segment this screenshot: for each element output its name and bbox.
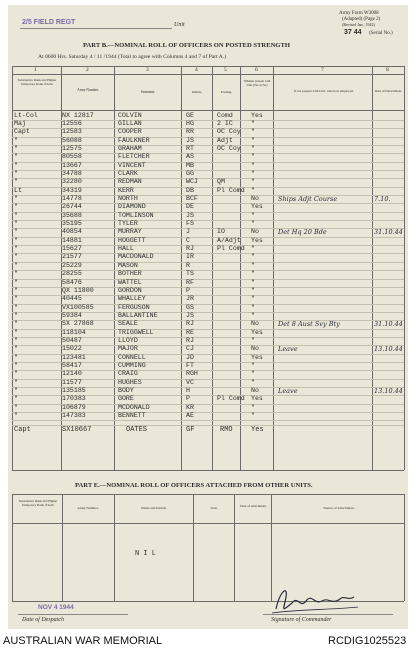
col-num-1: 1	[34, 67, 37, 73]
row-surname: HOGGETT	[118, 236, 146, 244]
row-present: "	[251, 362, 255, 369]
row-army-number: 135185	[62, 387, 86, 395]
col-header-present: Whether present with Unit (Yes or No)	[243, 79, 271, 87]
row-surname: GILLAN	[118, 119, 142, 127]
row-surname: REDMAN	[118, 178, 142, 186]
col-num-7: 7	[321, 67, 324, 73]
row-rank: "	[14, 161, 18, 169]
extra-number: SX10667	[62, 426, 92, 434]
row-rank: "	[14, 295, 18, 303]
row-present: Yes	[251, 328, 263, 336]
row-army-number: 80558	[62, 153, 82, 161]
row-initials: JS	[186, 136, 194, 144]
row-surname: BODY	[118, 387, 134, 395]
row-surname: GRAHAM	[118, 144, 142, 152]
row-present: "	[251, 336, 255, 344]
col-b-6	[240, 66, 241, 470]
signature-underline	[263, 614, 393, 615]
row-army-number: 34319	[62, 186, 82, 194]
row-army-number: 58417	[62, 362, 82, 369]
row-initials: RE	[186, 328, 194, 336]
row-employment: Leave	[278, 387, 298, 396]
row-surname: LLOYD	[118, 336, 138, 344]
credit-left: AUSTRALIAN WAR MEMORIAL	[3, 635, 163, 647]
row-rank: Lt	[14, 186, 22, 194]
row-surname: DIAMOND	[118, 203, 146, 211]
row-army-number: 14778	[62, 195, 82, 202]
row-rank: "	[14, 303, 18, 311]
row-detach-date: 13.10.44	[374, 387, 403, 396]
row-initials: RJ	[186, 320, 194, 328]
row-surname: GORDON	[118, 286, 142, 294]
row-posting: QM	[217, 178, 225, 186]
row-surname: TRIGGWELL	[118, 328, 154, 336]
row-initials: MB	[186, 161, 194, 169]
row-present: No	[251, 345, 259, 353]
row-army-number: 34788	[62, 169, 82, 177]
col-header-rank: Substantive Rank and Higher Temporary Rank if held.	[17, 78, 57, 87]
row-rank: "	[14, 336, 18, 344]
signature-label: Signature of Commander	[271, 617, 332, 623]
row-rank: "	[14, 403, 18, 411]
row-army-number: 40445	[62, 295, 82, 303]
row-army-number: 123481	[62, 353, 86, 361]
row-surname: MURRAY	[118, 228, 142, 236]
row-army-number: SX 27868	[62, 320, 94, 328]
row-present: "	[251, 278, 255, 286]
credit-right: RCDIG1025523	[328, 635, 407, 647]
row-initials: FT	[186, 362, 194, 369]
row-army-number: 147383	[62, 412, 86, 420]
table-e-top	[12, 494, 404, 495]
row-initials: RR	[186, 128, 194, 136]
row-posting: Adjt	[217, 136, 233, 144]
row-rank: "	[14, 228, 18, 236]
col-header-initials: Initials.	[191, 90, 203, 94]
row-rank: Capt	[14, 128, 30, 136]
row-surname: CONNELL	[118, 353, 146, 361]
row-surname: CLARK	[118, 169, 138, 177]
row-army-number: 35688	[62, 211, 82, 219]
row-present: "	[251, 186, 255, 194]
despatch-underline	[18, 614, 128, 615]
row-present: "	[251, 270, 255, 278]
row-rank: "	[14, 203, 18, 211]
row-detach-date: 13.10.44	[374, 345, 403, 354]
e-header-rank: Substantive Rank and Higher Temporary Rank if held.	[18, 499, 58, 508]
row-army-number: 170383	[62, 395, 86, 403]
row-present: No	[251, 320, 259, 328]
row-army-number: 118104	[62, 328, 86, 336]
row-employment: Det 8 Aust Svy Bty	[278, 320, 340, 329]
row-present: "	[251, 128, 255, 136]
row-surname: FAULKNER	[118, 136, 150, 144]
row-army-number: 28255	[62, 270, 82, 278]
row-rule	[12, 420, 404, 421]
row-posting: OC Coy	[217, 128, 241, 136]
row-army-number: 26744	[62, 203, 82, 211]
row-rank: "	[14, 378, 18, 386]
table-b-header-bottom	[12, 110, 404, 111]
row-army-number: 11577	[62, 378, 82, 386]
form-revised: (Revised Jan., 1942)	[342, 22, 375, 27]
row-rank: "	[14, 195, 18, 202]
row-initials: P	[186, 395, 190, 403]
row-army-number: VX100585	[62, 303, 94, 311]
extra-rank: Capt	[14, 426, 31, 434]
row-surname: TYLER	[118, 220, 138, 228]
row-posting: 2 IC	[217, 119, 233, 127]
row-detach-date: 7.10.	[374, 195, 391, 203]
row-surname: MASON	[118, 261, 138, 269]
row-initials: JS	[186, 311, 194, 319]
row-present: "	[251, 378, 255, 386]
row-present: "	[251, 295, 255, 303]
unit-name: 2/5 FIELD REGT	[22, 19, 76, 26]
row-army-number: 14881	[62, 236, 82, 244]
document-page	[8, 5, 408, 629]
row-present: "	[251, 253, 255, 261]
row-initials: GS	[186, 303, 194, 311]
row-present: No	[251, 387, 259, 395]
row-rank: "	[14, 236, 18, 244]
row-present: "	[251, 211, 255, 219]
col-num-2: 2	[86, 67, 89, 73]
row-detach-date: 31.10.44	[374, 228, 403, 237]
row-rank: "	[14, 311, 18, 319]
row-initials: RT	[186, 144, 194, 152]
row-army-number: 21577	[62, 253, 82, 261]
row-initials: GG	[186, 169, 194, 177]
form-adapted: (Adapted) (Page 2)	[342, 17, 381, 22]
row-posting: Pl Comd	[217, 245, 245, 253]
row-rank: "	[14, 320, 18, 328]
row-present: "	[251, 370, 255, 378]
row-initials: C	[186, 236, 190, 244]
col-e-3	[114, 494, 115, 601]
row-rank: "	[14, 328, 18, 336]
e-header-unit: Unit.	[210, 506, 218, 510]
table-b-left	[12, 66, 13, 470]
row-army-number: 32280	[62, 178, 82, 186]
serial-label: (Serial No.)	[369, 31, 393, 36]
row-posting: Pl Comd	[217, 395, 245, 403]
part-b-date-line: At 0600 Hrs. Saturday 4 / 11 /1944 (Total to agree with Columns 4 and 7 of Part A.)	[38, 54, 227, 60]
row-initials: CJ	[186, 345, 194, 353]
row-surname: BOTHER	[118, 270, 142, 278]
unit-label: Unit	[174, 22, 185, 28]
row-present: "	[251, 220, 255, 228]
row-rank: Maj	[14, 119, 26, 127]
col-header-surname: Surname.	[140, 90, 156, 94]
row-initials: JR	[186, 295, 194, 303]
row-surname: HUGHES	[118, 378, 142, 386]
row-present: Yes	[251, 111, 263, 119]
col-num-6: 6	[255, 67, 258, 73]
row-employment: Ships Adjt Course	[278, 195, 338, 203]
row-initials: R	[186, 261, 190, 269]
table-b-top	[12, 66, 404, 67]
row-rank: "	[14, 211, 18, 219]
row-initials: DE	[186, 203, 194, 211]
row-initials: H	[186, 387, 190, 395]
row-present: "	[251, 178, 255, 186]
row-surname: KERR	[118, 186, 134, 194]
row-rank: Lt-Col	[14, 111, 38, 119]
row-initials: RJ	[186, 336, 194, 344]
row-army-number: 40854	[62, 228, 82, 236]
row-initials: IR	[186, 253, 194, 261]
col-b-8	[372, 66, 373, 470]
row-rank: "	[14, 395, 18, 403]
row-initials: WCJ	[186, 178, 198, 186]
row-rank: "	[14, 353, 18, 361]
despatch-label: Date of Despatch	[22, 617, 64, 623]
table-e-right	[404, 494, 405, 601]
row-rank: "	[14, 153, 18, 161]
row-initials: AS	[186, 153, 194, 161]
row-army-number: 106879	[62, 403, 86, 411]
row-rank: "	[14, 286, 18, 294]
row-army-number: 58476	[62, 278, 82, 286]
table-e-left	[12, 494, 13, 601]
row-army-number: 59384	[62, 311, 82, 319]
row-army-number: 15627	[62, 245, 82, 253]
row-surname: BENNETT	[118, 412, 146, 420]
row-initials: P	[186, 286, 190, 294]
row-rank: "	[14, 362, 18, 369]
extra-posting: RMO	[220, 426, 233, 434]
row-present: "	[251, 153, 255, 161]
row-initials: J	[186, 228, 190, 236]
archive-credit-bar	[0, 629, 416, 654]
row-present: Yes	[251, 236, 263, 244]
row-present: "	[251, 245, 255, 253]
col-header-employed: If not present with Unit, state how employed.	[294, 89, 354, 93]
row-surname: GORE	[118, 395, 134, 403]
row-present: Yes	[251, 353, 263, 361]
row-rank: "	[14, 136, 18, 144]
table-e-header-bottom	[12, 523, 404, 524]
row-present: "	[251, 412, 255, 420]
row-rank: "	[14, 253, 18, 261]
row-army-number: 50487	[62, 336, 82, 344]
row-present: "	[251, 403, 255, 411]
row-rank: "	[14, 270, 18, 278]
row-surname: COLVIN	[118, 111, 142, 119]
row-initials: RJ	[186, 245, 194, 253]
row-initials: HG	[186, 119, 194, 127]
row-present: Yes	[251, 395, 263, 403]
row-initials: AE	[186, 412, 194, 420]
row-army-number: NX 12817	[62, 111, 94, 119]
row-army-number: 12575	[62, 144, 82, 152]
col-e-2	[62, 494, 63, 601]
extra-present: Yes	[251, 426, 264, 434]
row-army-number: 13667	[62, 161, 82, 169]
row-surname: FERGUSON	[118, 303, 150, 311]
row-rank: "	[14, 412, 18, 420]
row-rank: "	[14, 169, 18, 177]
row-present: "	[251, 303, 255, 311]
unit-underline	[20, 28, 172, 29]
row-posting: Pl Comd	[217, 186, 245, 194]
row-present: "	[251, 119, 255, 127]
row-initials: VC	[186, 378, 194, 386]
row-posting: Comd	[217, 111, 233, 119]
row-posting: IO	[217, 228, 225, 236]
row-rank: "	[14, 387, 18, 395]
row-surname: MAJOR	[118, 345, 138, 353]
extra-surname: OATES	[126, 426, 148, 434]
e-header-date: Date of Attachment.	[240, 504, 267, 508]
row-surname: CRAIG	[118, 370, 138, 378]
col-b-4	[181, 66, 182, 470]
row-surname: BALLANTINE	[118, 311, 158, 319]
part-e-nil: N I L	[135, 550, 157, 558]
e-header-name: Name and Initials.	[141, 506, 167, 510]
row-surname: MACDONALD	[118, 253, 154, 261]
commander-signature	[270, 583, 360, 617]
row-present: "	[251, 161, 255, 169]
despatch-date-stamp: NOV 4 1944	[38, 604, 74, 611]
row-surname: SEALE	[118, 320, 138, 328]
col-num-4: 4	[195, 67, 198, 73]
serial-number: 37 44	[344, 29, 362, 36]
e-header-number: Army Number.	[77, 506, 99, 510]
row-present: "	[251, 144, 255, 152]
row-rank: "	[14, 245, 18, 253]
part-e-title: PART E.—NOMINAL ROLL OF OFFICERS ATTACHED FROM OTHER UNITS.	[75, 482, 313, 489]
row-initials: JS	[186, 211, 194, 219]
row-army-number: 12140	[62, 370, 82, 378]
row-initials: JD	[186, 353, 194, 361]
row-present: "	[251, 311, 255, 319]
row-army-number: 15022	[62, 345, 82, 353]
row-army-number: 12556	[62, 119, 82, 127]
row-surname: WATTEL	[118, 278, 142, 286]
row-army-number: 12583	[62, 128, 82, 136]
row-rank: "	[14, 345, 18, 353]
row-initials: TS	[186, 270, 194, 278]
extra-initials: GF	[186, 426, 195, 434]
row-present: "	[251, 286, 255, 294]
row-rank: "	[14, 178, 18, 186]
row-initials: BCF	[186, 195, 198, 202]
col-num-5: 5	[224, 67, 227, 73]
row-present: No	[251, 195, 259, 202]
row-army-number: 56088	[62, 136, 82, 144]
row-army-number: 25229	[62, 261, 82, 269]
row-army-number: QX 11800	[62, 286, 94, 294]
row-posting: A/Adjt	[217, 236, 241, 244]
row-rank: "	[14, 144, 18, 152]
part-b-title: PART B.—NOMINAL ROLL OF OFFICERS ON POSTED STRENGTH	[83, 42, 291, 49]
row-rank: "	[14, 261, 18, 269]
col-header-posting: Posting.	[220, 90, 233, 94]
row-initials: DB	[186, 186, 194, 194]
row-employment: Leave	[278, 345, 298, 354]
row-surname: FLETCHER	[118, 153, 150, 161]
row-army-number: 35195	[62, 220, 82, 228]
row-rank: "	[14, 278, 18, 286]
row-surname: CUMMING	[118, 362, 146, 369]
col-e-4	[193, 494, 194, 601]
row-surname: COOPER	[118, 128, 142, 136]
row-present: "	[251, 261, 255, 269]
row-detach-date: 31.10.44	[374, 320, 403, 329]
row-initials: GE	[186, 111, 194, 119]
col-b-3	[114, 66, 115, 470]
row-present: "	[251, 136, 255, 144]
table-b-right	[404, 66, 405, 470]
row-rank: "	[14, 220, 18, 228]
row-rank: "	[14, 370, 18, 378]
row-present: "	[251, 169, 255, 177]
col-b-5	[212, 66, 213, 470]
form-number: Army Form W3008	[339, 11, 379, 16]
row-surname: NORTH	[118, 195, 138, 202]
row-surname: MCDONALD	[118, 403, 150, 411]
col-num-8: 8	[386, 67, 389, 73]
e-header-nature: Nature of Attachment.	[323, 506, 355, 510]
col-e-5	[234, 494, 235, 601]
row-initials: RF	[186, 278, 194, 286]
row-surname: WHALLEY	[118, 295, 146, 303]
row-posting: OC Coy	[217, 144, 241, 152]
row-present: Yes	[251, 203, 263, 211]
row-surname: TOMLINSON	[118, 211, 154, 219]
row-present: No	[251, 228, 259, 236]
row-initials: FS	[186, 220, 194, 228]
table-b-num-row	[12, 74, 404, 75]
row-initials: KR	[186, 403, 194, 411]
row-surname: HALL	[118, 245, 134, 253]
row-surname: VINCENT	[118, 161, 146, 169]
table-b-bottom	[12, 470, 404, 471]
col-header-date: Date of Detachment.	[374, 89, 403, 93]
row-employment: Det Hq 20 Bde	[278, 228, 327, 237]
row-initials: RGH	[186, 370, 198, 378]
col-b-7	[273, 66, 274, 470]
col-header-number: Army Number.	[77, 88, 99, 92]
col-num-3: 3	[146, 67, 149, 73]
